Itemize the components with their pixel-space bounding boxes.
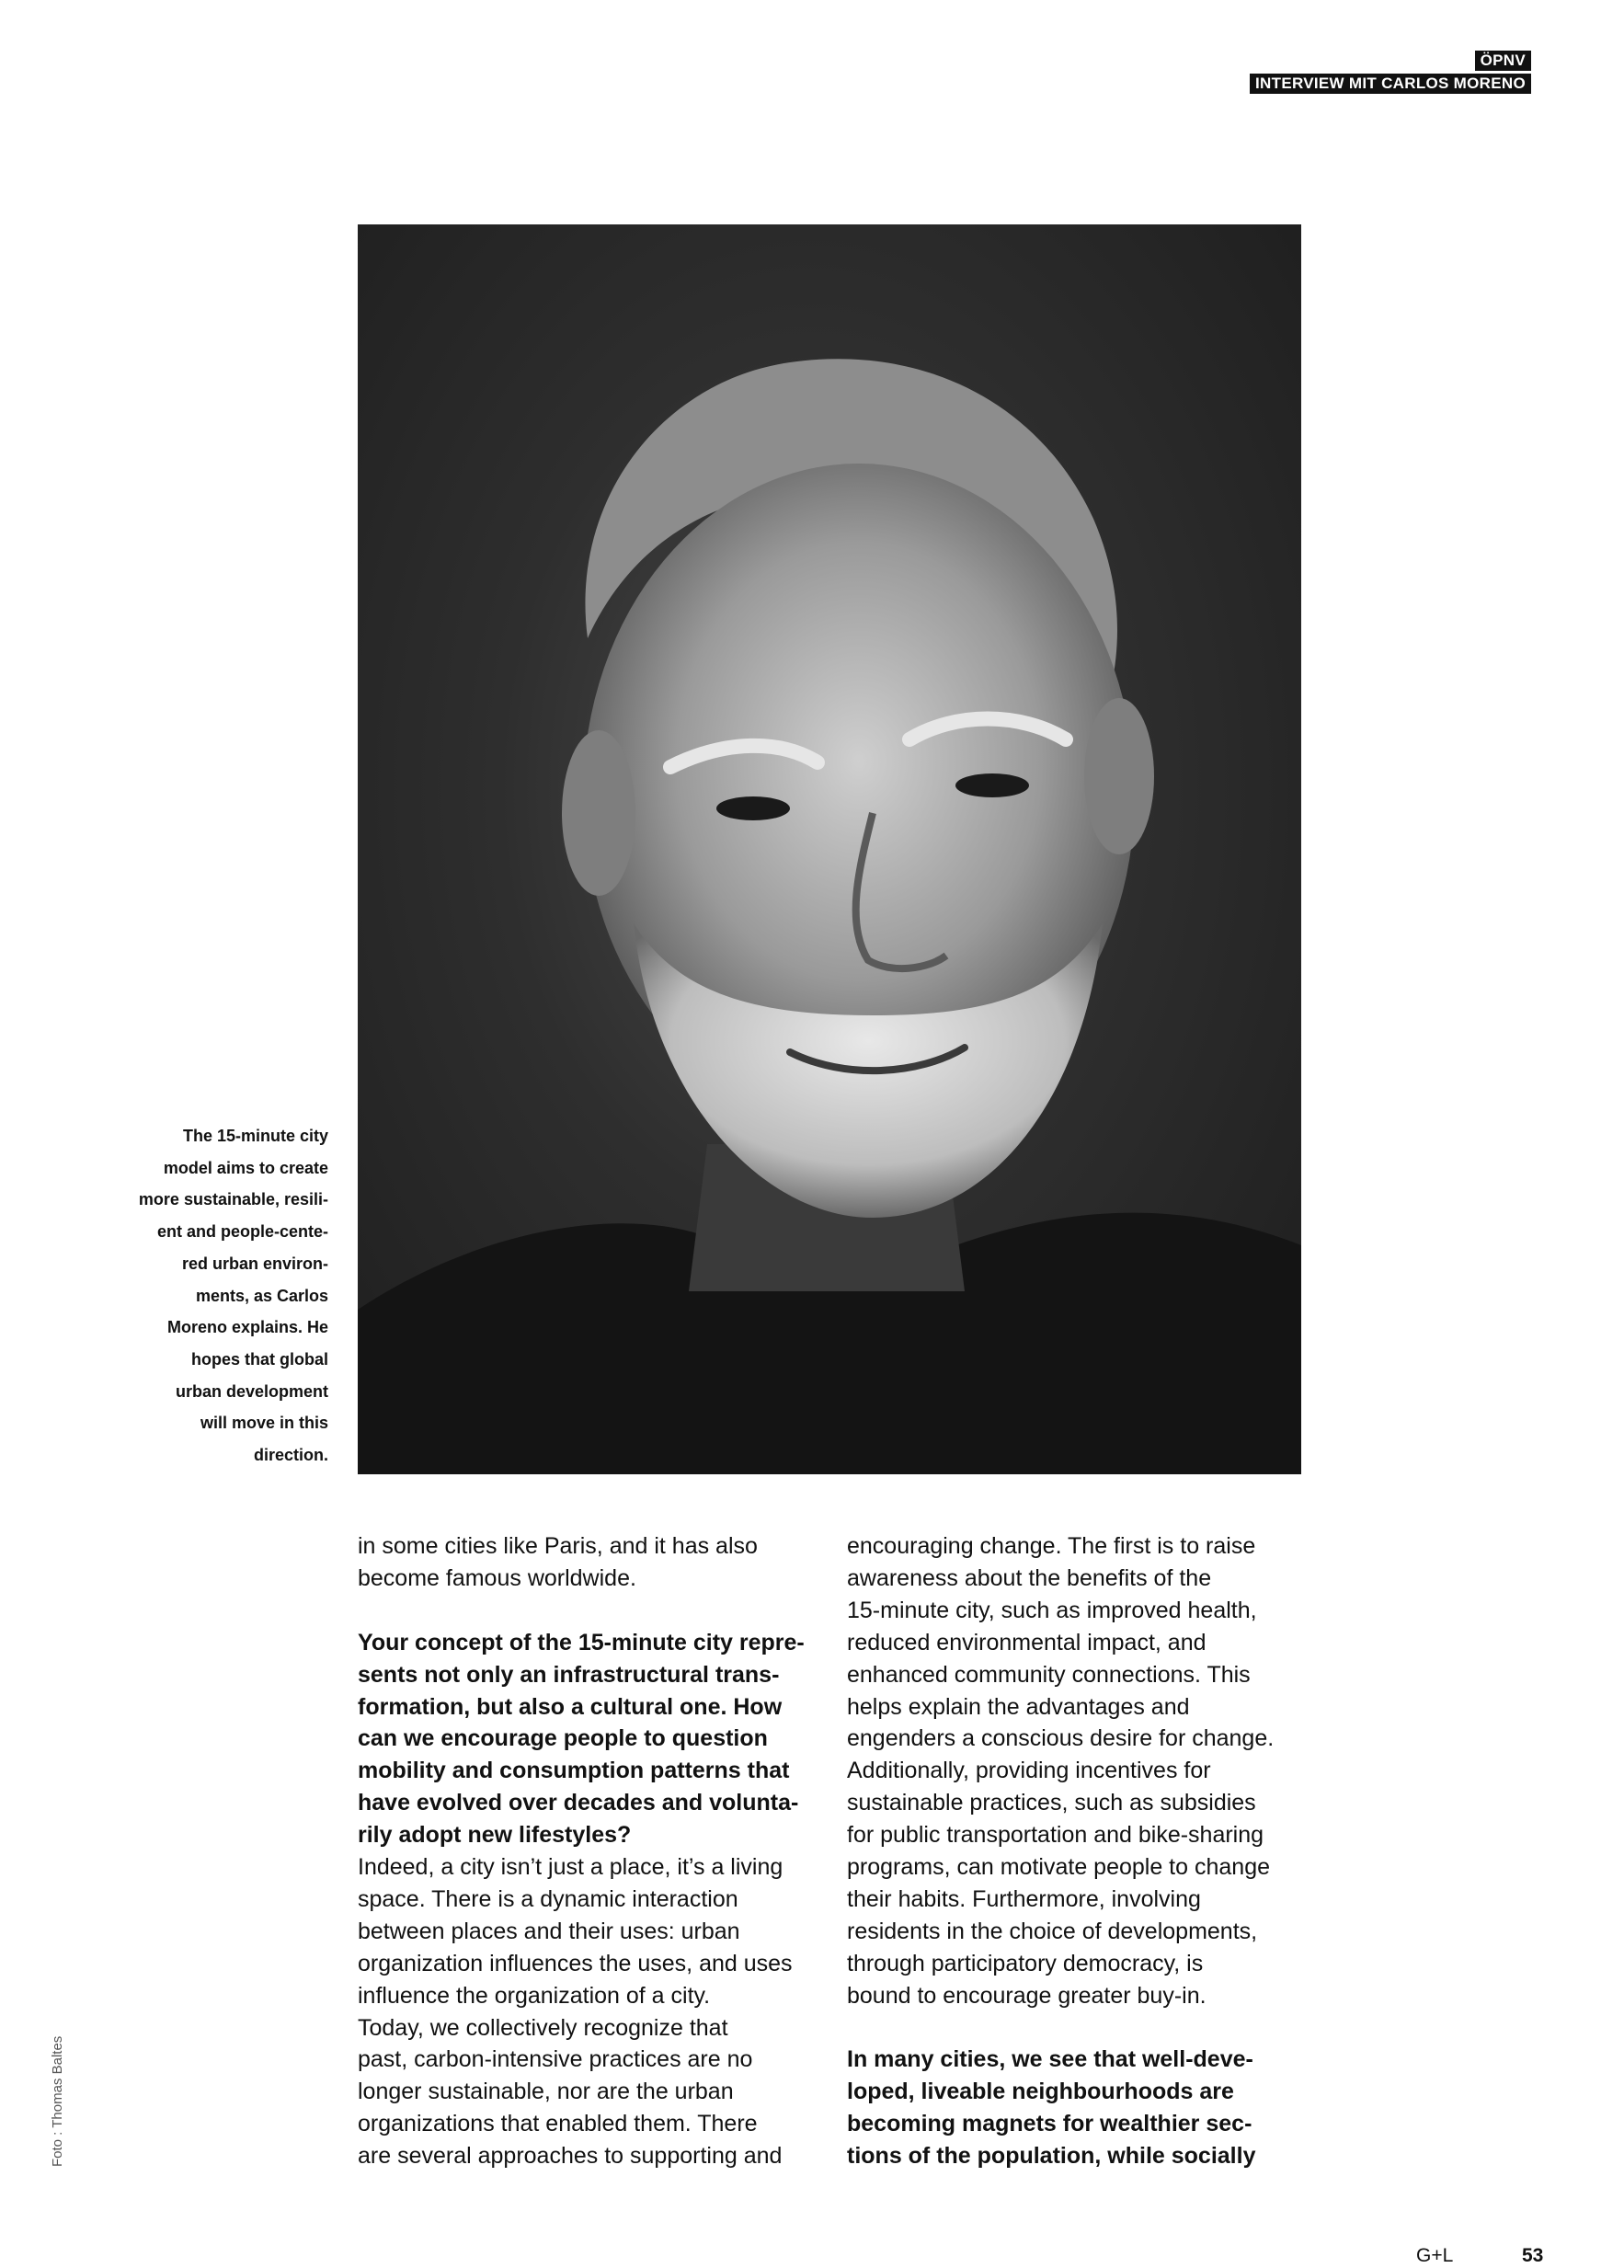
- text-line: 15-minute city, such as improved health,: [847, 1597, 1257, 1623]
- article-subtitle-tag: INTERVIEW MIT CARLOS MORENO: [1250, 74, 1531, 94]
- text-line: Indeed, a city isn’t just a place, it’s a living: [358, 1854, 783, 1881]
- text-line: organizations that enabled them. There: [358, 2111, 758, 2137]
- caption-line: will move in this: [200, 1414, 328, 1433]
- text-line: loped, liveable neighbourhoods are: [847, 2079, 1234, 2105]
- text-line: for public transportation and bike-sharing: [847, 1822, 1264, 1849]
- text-line: encouraging change. The first is to raise: [847, 1533, 1256, 1559]
- text-line: bound to encourage greater buy-in.: [847, 1982, 1207, 2009]
- text-line: reduced environmental impact, and: [847, 1629, 1207, 1655]
- text-line: past, carbon-intensive practices are no: [358, 2046, 753, 2073]
- text-line: mobility and consumption patterns that: [358, 1758, 790, 1784]
- text-line: influence the organization of a city.: [358, 1982, 711, 2009]
- text-line: through participatory democracy, is: [847, 1950, 1204, 1976]
- section-header: [1250, 51, 1531, 94]
- text-line: become famous worldwide.: [358, 1564, 636, 1591]
- text-line: sustainable practices, such as subsidies: [847, 1790, 1256, 1816]
- caption-line: ments, as Carlos: [195, 1286, 328, 1305]
- interview-question: [358, 1627, 822, 1851]
- photo-credit: Foto : Thomas Baltes: [50, 2035, 65, 2167]
- text-line: formation, but also a cultural one. How: [358, 1693, 783, 1720]
- text-line: programs, can motivate people to change: [847, 1854, 1270, 1881]
- section-tag: ÖPNV: [1475, 51, 1531, 71]
- caption-line: red urban environ-: [181, 1254, 328, 1273]
- interview-answer: [358, 1851, 822, 2172]
- portrait-illustration: [358, 224, 1301, 1474]
- text-line: organization influences the uses, and uses: [358, 1950, 793, 1976]
- text-line: rily adopt new lifestyles?: [358, 1822, 632, 1849]
- portrait-photo: [358, 224, 1301, 1474]
- right-text-column: [847, 1530, 1316, 2172]
- text-line: between places and their uses: urban: [358, 1918, 740, 1944]
- interview-answer: [847, 1530, 1316, 2012]
- text-line: In many cities, we see that well-deve-: [847, 2046, 1253, 2073]
- text-line: engenders a conscious desire for change.: [847, 1725, 1275, 1752]
- text-line: have evolved over decades and volunta-: [358, 1790, 799, 1816]
- text-line: becoming magnets for wealthier sec-: [847, 2111, 1252, 2137]
- caption-line: direction.: [253, 1446, 328, 1465]
- text-line: in some cities like Paris, and it has also: [358, 1533, 758, 1559]
- text-line: their habits. Furthermore, involving: [847, 1885, 1201, 1912]
- intro-paragraph: [358, 1530, 822, 1595]
- text-line: longer sustainable, nor are the urban: [358, 2079, 734, 2105]
- text-line: awareness about the benefits of the: [847, 1564, 1212, 1591]
- magazine-name: G+L: [1416, 2245, 1454, 2266]
- caption-line: urban development: [175, 1381, 328, 1401]
- text-line: residents in the choice of developments,: [847, 1918, 1258, 1944]
- text-line: are several approaches to supporting and: [358, 2143, 783, 2170]
- caption-line: Moreno explains. He: [166, 1318, 328, 1337]
- text-line: tions of the population, while socially: [847, 2143, 1256, 2170]
- text-line: space. There is a dynamic interaction: [358, 1885, 738, 1912]
- left-text-column: [358, 1530, 822, 2172]
- caption-line: more sustainable, resili-: [138, 1190, 328, 1209]
- photo-caption: [97, 1120, 328, 1472]
- text-line: Today, we collectively recognize that: [358, 2014, 728, 2041]
- page-number: 53: [1522, 2245, 1544, 2266]
- caption-line: ent and people-cente-: [156, 1222, 328, 1242]
- interview-question: [847, 2044, 1316, 2172]
- text-line: helps explain the advantages and: [847, 1693, 1190, 1720]
- caption-line: hopes that global: [190, 1349, 328, 1369]
- caption-line: model aims to create: [163, 1158, 328, 1177]
- text-line: can we encourage people to question: [358, 1725, 768, 1752]
- text-line: Your concept of the 15-minute city repre-: [358, 1629, 805, 1655]
- caption-line: The 15-minute city: [182, 1127, 328, 1145]
- text-line: Additionally, providing incentives for: [847, 1758, 1211, 1784]
- text-line: sents not only an infrastructural trans-: [358, 1661, 780, 1688]
- text-line: enhanced community connections. This: [847, 1661, 1251, 1688]
